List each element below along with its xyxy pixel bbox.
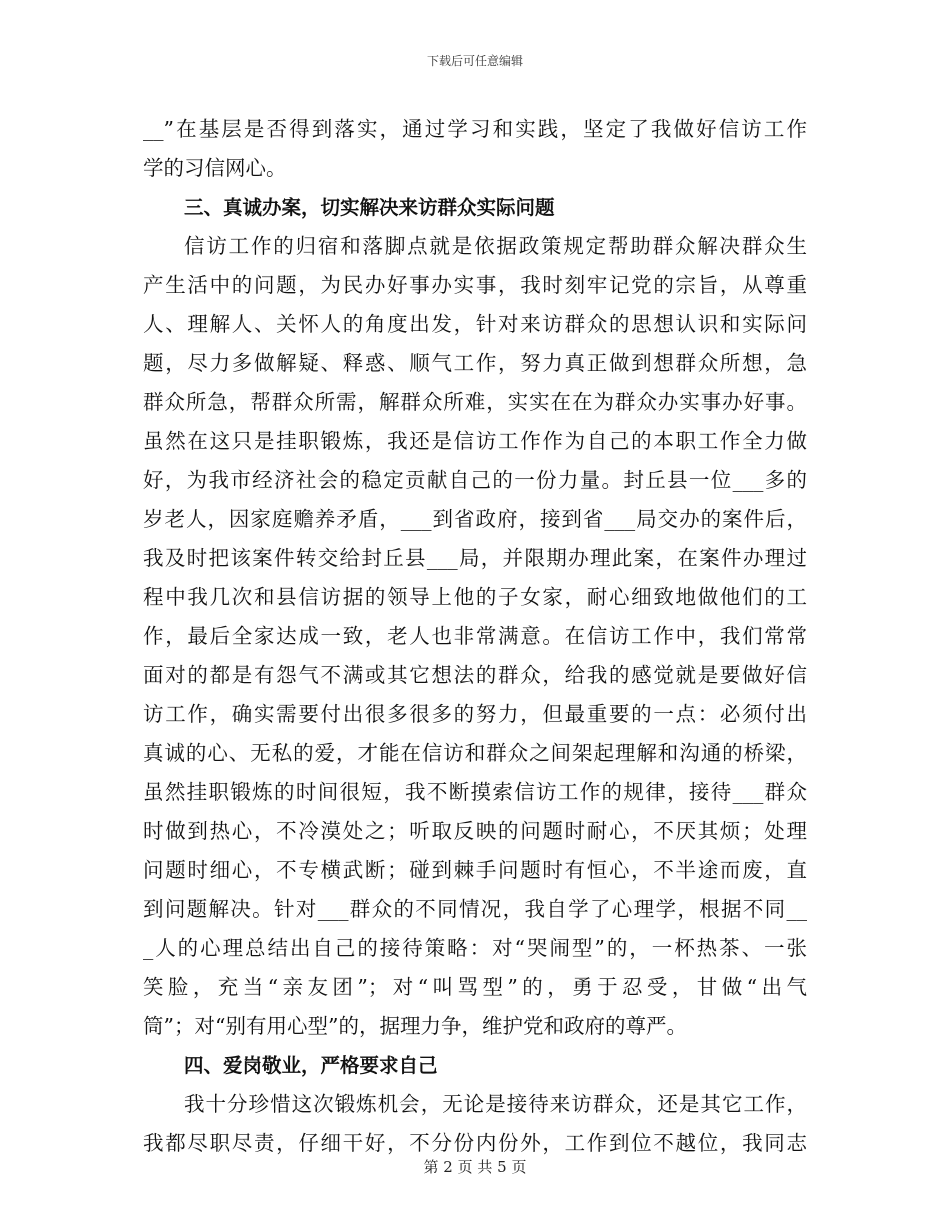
body-line: 我及时把该案件转交给封丘县___局，并限期办理此案，在案件办理过 [143, 546, 807, 570]
document-body [143, 110, 807, 1163]
body-line: __”在基层是否得到落实，通过学习和实践，坚定了我做好信访工作 [143, 117, 807, 141]
body-line: 程中我几次和县信访据的领导上他的子女家，耐心细致地做他们的工 [143, 585, 807, 609]
body-line: 题，尽力多做解疑、释惑、顺气工作，努力真正做到想群众所想，急 [143, 351, 807, 375]
body-line: 访工作，确实需要付出很多很多的努力，但最重要的一点：必须付出 [143, 702, 807, 726]
body-line: 问题时细心，不专横武断；碰到棘手问题时有恒心，不半途而废，直 [143, 858, 807, 882]
paragraph-first-line: 我十分珍惜这次锻炼机会，无论是接待来访群众，还是其它工作， [184, 1092, 807, 1116]
body-line: 面对的都是有怨气不满或其它想法的群众，给我的感觉就是要做好信 [143, 663, 807, 687]
body-line: 筒”；对“别有用心型”的，据理力争，维护党和政府的尊严。 [143, 1014, 687, 1038]
body-line: 产生活中的问题，为民办好事办实事，我时刻牢记党的宗旨，从尊重 [143, 273, 807, 297]
section-heading-3: 三、真诚办案，切实解决来访群众实际问题 [184, 196, 555, 219]
body-line: 我都尽职尽责，仔细干好，不分份内份外，工作到位不越位，我同志 [143, 1131, 807, 1155]
page-header: 下载后可任意编辑 [426, 54, 523, 68]
body-line: 笑脸，充当“亲友团”；对“叫骂型”的，勇于忍受，甘做“出气 [143, 975, 807, 999]
paragraph-first-line: 信访工作的归宿和落脚点就是依据政策规定帮助群众解决群众生 [184, 234, 807, 258]
body-line: 到问题解决。针对___群众的不同情况，我自学了心理学，根据不同__ [143, 897, 807, 921]
body-line: 真诚的心、无私的爱，才能在信访和群众之间架起理解和沟通的桥梁， [143, 741, 807, 765]
page-number: 第 2 页 共 5 页 [423, 1158, 527, 1176]
body-line: 时做到热心，不冷漠处之；听取反映的问题时耐心，不厌其烦；处理 [143, 819, 807, 843]
body-line: 作，最后全家达成一致，老人也非常满意。在信访工作中，我们常常 [143, 624, 807, 648]
body-line: 岁老人，因家庭赡养矛盾，___到省政府，接到省___局交办的案件后， [143, 507, 807, 531]
body-line: 虽然挂职锻炼的时间很短，我不断摸索信访工作的规律，接待___群众 [143, 780, 807, 804]
body-line: 好，为我市经济社会的稳定贡献自己的一份力量。封丘县一位___多的 [143, 468, 807, 492]
body-line: 学的习信网心。 [143, 156, 287, 180]
body-line: 群众所急，帮群众所需，解群众所难，实实在在为群众办实事办好事。 [143, 390, 807, 414]
section-heading-4: 四、爱岗敬业，严格要求自己 [184, 1054, 438, 1077]
body-line: 人、理解人、关怀人的角度出发，针对来访群众的思想认识和实际问 [143, 312, 807, 336]
body-line: _人的心理总结出自己的接待策略：对“哭闹型”的，一杯热茶、一张 [143, 936, 807, 960]
body-line: 虽然在这只是挂职锻炼，我还是信访工作作为自己的本职工作全力做 [143, 429, 807, 453]
